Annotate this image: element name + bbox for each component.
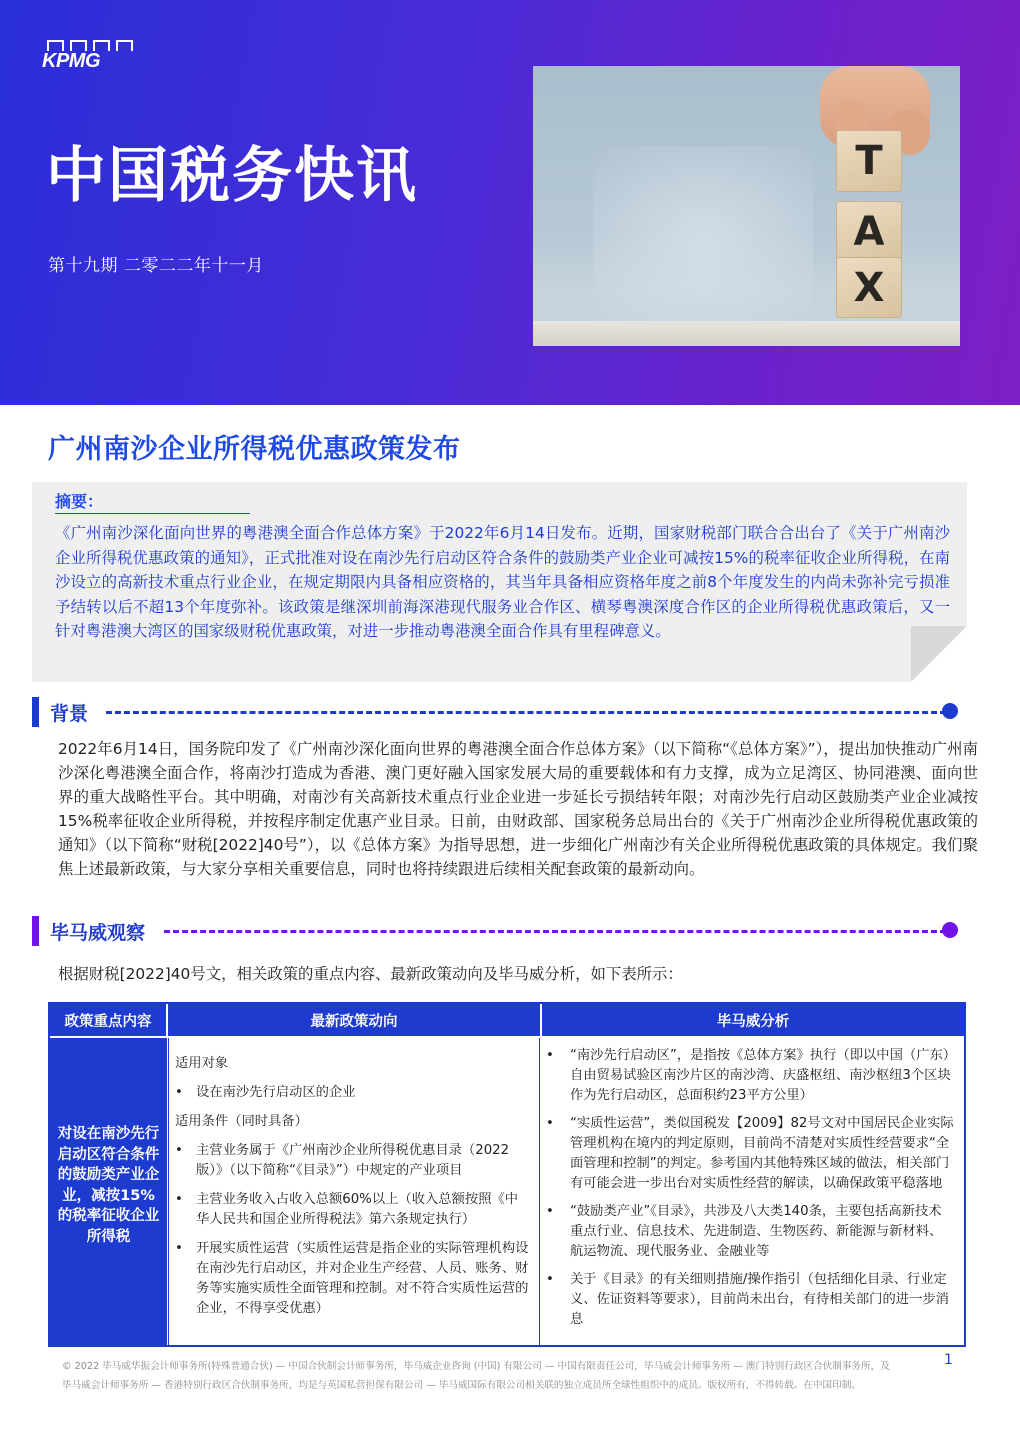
policy-item: • 主营业务收入占收入总额60%以上（收入总额按照《中华人民共和国企业所得税法》第六条规定执行） — [175, 1190, 529, 1230]
section-observation-title: 毕马威观察 — [50, 921, 146, 944]
background-paragraph: 2022年6月14日，国务院印发了《广州南沙深化面向世界的粤港澳全面合作总体方案》（以下简称“《总体方案》”），提出加快推动广州南沙深化粤港澳全面合作，将南沙打造成为香港、澳门更好融入国家发展大局的重要载体和有力支撑，成为立足湾区、协同港澳、面向世界的重大战略性平台。其中明确，对南沙有关高新技术重点行业企业进一步延长亏损结转年限；对南沙先行启动区鼓励类产业企业减按15%税率征收企业所得税，并按程序制定优惠产业目录。日前，由财政部、国家税务总局出台的《关于广州南沙企业所得税优惠政策的通知》（以下简称“财税[2022]40号”），以《总体方案》为指导思想，进一步细化广州南沙有关企业所得税优惠政策的具体规定。我们聚焦上述最新政策，与大家分享相关重要信息，同时也将持续跟进后续相关配套政策的最新动向。 — [58, 740, 978, 878]
section-marker — [32, 697, 39, 727]
policy-item: 适用条件（同时具备） — [175, 1114, 308, 1129]
policy-cell — [168, 1038, 540, 1347]
table-row-title: 对设在南沙先行启动区符合条件的鼓励类产业企业，减按15%的税率征收企业所得税 — [50, 1038, 167, 1347]
analysis-cell — [542, 1038, 964, 1347]
summary-label: 摘要： — [55, 492, 104, 511]
policy-item: • 主营业务属于《广州南沙企业所得税优惠目录（2022版）》（以下简称“《目录》”）中规定的产业项目 — [175, 1141, 529, 1181]
footer-line: © 2022 毕马威华振会计师事务所(特殊普通合伙) — 中国合伙制会计师事务所，毕马威企业咨询 (中国) 有限公司 — 中国有限责任公司，毕马威会计师事务所 — 澳门特别行政区合伙制事务所，及 — [62, 1361, 890, 1372]
section-observation-header — [32, 916, 145, 946]
summary-text: 《广州南沙深化面向世界的粤港澳全面合作总体方案》于2022年6月14日发布。近期，国家财税部门联合合出台了《关于广州南沙企业所得税优惠政策的通知》，正式批准对设在南沙先行启动区符合条件的鼓励类产业企业可减按15%的税率征收企业所得税，在南沙设立的高新技术重点行业企业，在规定期限内具备相应资格的，其当年具备相应资格年度之前8个年度发生的内尚未弥补完亏损准予结转以后不超13个年度弥补。该政策是继深圳前海深港现代服务业合作区、横琴粤澳深度合作区的企业所得税优惠政策后，又一针对粤港澳大湾区的国家级财税优惠政策，对进一步推动粤港澳全面合作具有里程碑意义。 — [55, 524, 950, 640]
publication-title: 中国税务快讯 — [46, 141, 418, 211]
policy-item: • 开展实质性运营（实质性运营是指企业的实际管理机构设在南沙先行启动区，并对企业生产经营、人员、账务、财务等实施实质性全面管理和控制。对不符合实质性运营的企业，不得享受优惠） — [175, 1239, 529, 1319]
table-header-cell: 毕马威分析 — [716, 1013, 790, 1030]
policy-item: 适用对象 — [175, 1056, 229, 1071]
policy-item: • 设在南沙先行启动区的企业 — [175, 1083, 529, 1103]
analysis-item: • “鼓励类产业”《目录》，共涉及八大类140条，主要包括高新技术重点行业、信息技术、先进制造、生物医药、新能源与新材料、航运物流、现代服务业、金融业等 — [546, 1202, 954, 1262]
tax-block-a: A — [836, 201, 902, 263]
section-dash-line — [164, 930, 946, 933]
observation-intro: 根据财税[2022]40号文，相关政策的重点内容、最新政策动向及毕马威分析，如下表所示： — [58, 965, 683, 983]
kpmg-logo — [42, 40, 137, 70]
footer-line: 毕马威会计师事务所 — 香港特别行政区合伙制事务所，均是与英国私营担保有限公司 — 毕马威国际有限公司相关联的独立成员所全球性组织中的成员。版权所有，不得转载。在中国印制。 — [62, 1380, 861, 1391]
section-dash-line — [106, 711, 946, 714]
issue-info: 第十九期 二零二二年十一月 — [48, 256, 264, 276]
section-dot — [942, 703, 958, 719]
policy-table — [48, 1002, 966, 1347]
summary-divider — [55, 513, 250, 514]
section-background-header — [32, 697, 88, 727]
analysis-item: • 关于《目录》的有关细则措施/操作指引（包括细化目录、行业定义、佐证资料等要求），目前尚未出台，有待相关部门的进一步消息 — [546, 1270, 954, 1330]
table-header-cell: 最新政策动向 — [168, 1004, 542, 1036]
logo-wordmark: KPMG — [42, 50, 100, 72]
section-marker — [32, 916, 39, 946]
page-number: 1 — [944, 1352, 953, 1368]
table-header-cell: 政策重点内容 — [50, 1004, 168, 1036]
copyright-footer — [62, 1357, 922, 1395]
section-background-title: 背景 — [50, 702, 89, 725]
tax-block-t: T — [836, 130, 902, 192]
article-headline: 广州南沙企业所得税优惠政策发布 — [48, 434, 461, 465]
tax-block-x: X — [836, 257, 902, 318]
table-header-row — [50, 1004, 964, 1036]
analysis-item: • “实质性运营”，类似国税发【2009】82号文对中国居民企业实际管理机构在境内的判定原则，目前尚不清楚对实质性经营要求“全面管理和控制”的判定。参考国内其他特殊区域的做法，相关部门有可能会进一步出台对实质性经营的解读，以确保政策平稳落地 — [546, 1114, 954, 1194]
section-dot — [942, 922, 958, 938]
analysis-item: • “南沙先行启动区”，是指按《总体方案》执行（即以中国（广东）自由贸易试验区南沙片区的南沙湾、庆盛枢纽、南沙枢纽3个区块作为先行启动区，总面积约23平方公里） — [546, 1046, 954, 1106]
